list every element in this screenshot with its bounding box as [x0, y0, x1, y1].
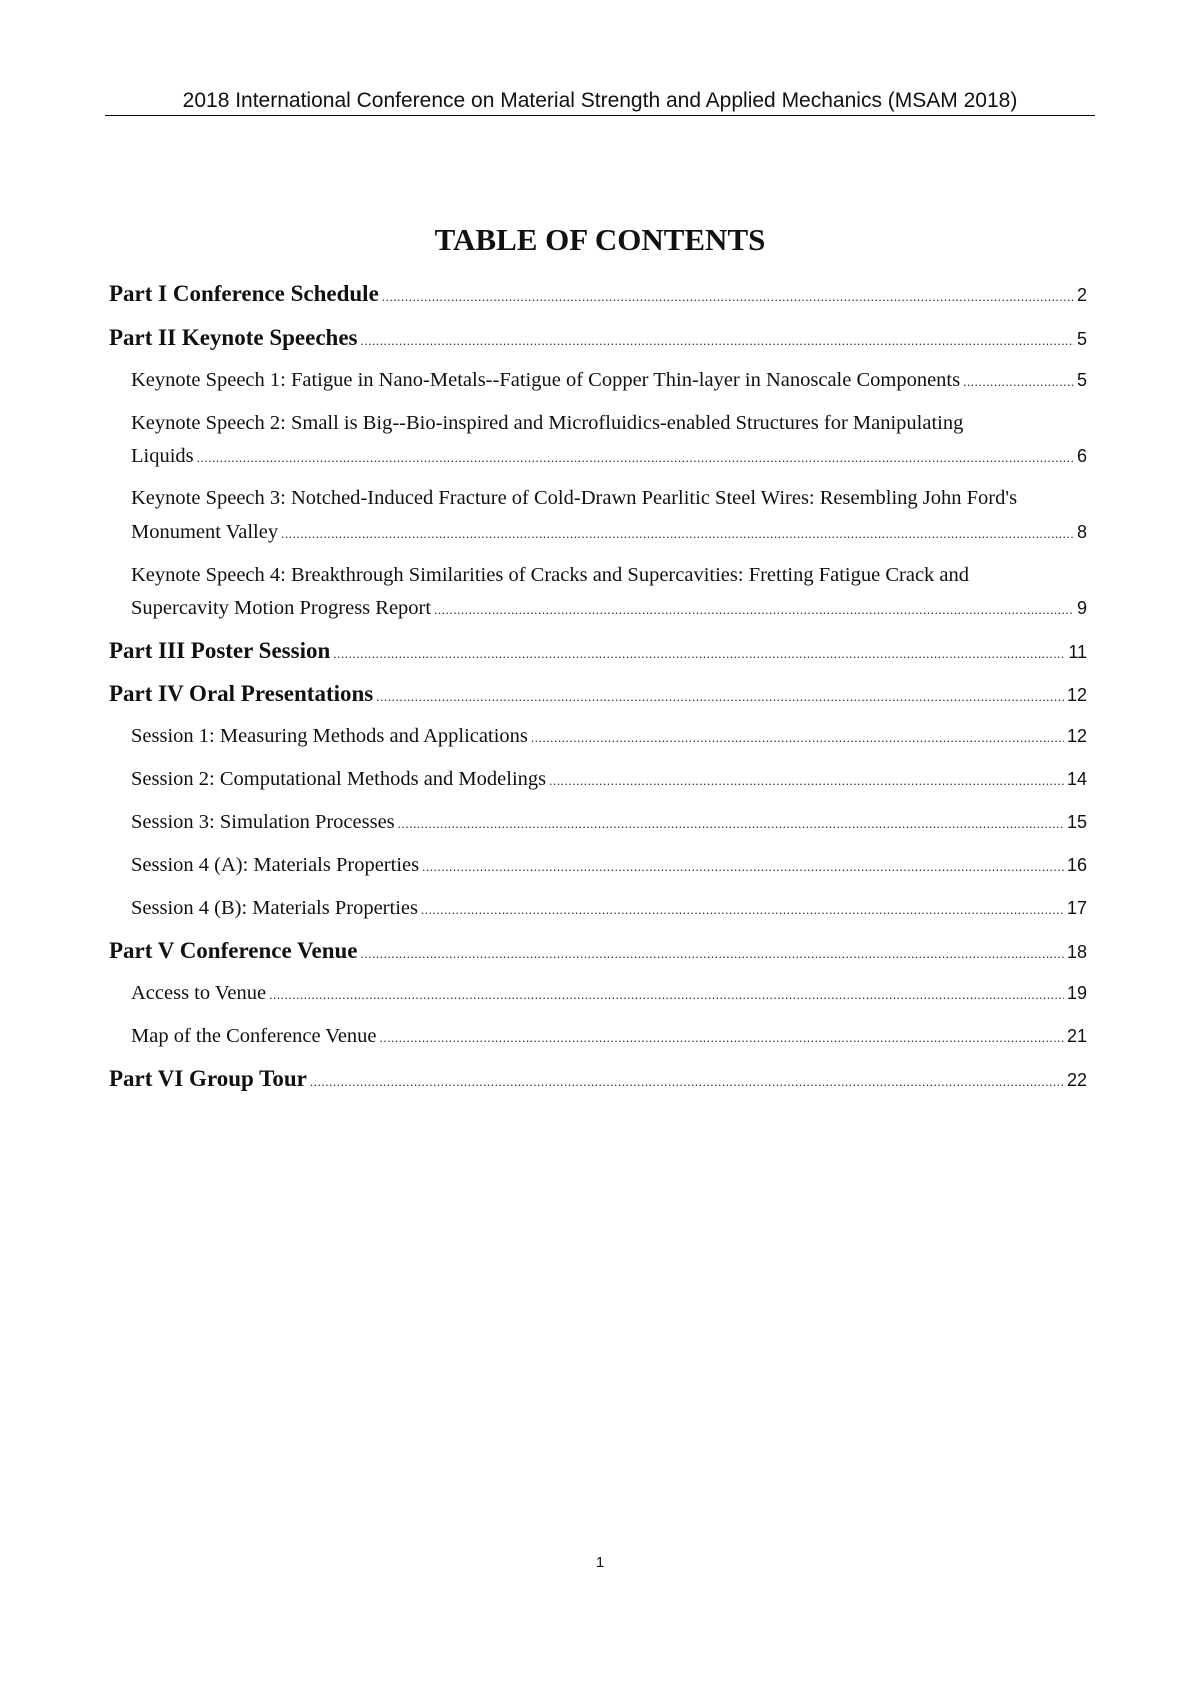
toc-entry-label: Session 4 (A): Materials Properties — [131, 854, 420, 876]
dot-leader — [422, 859, 1064, 875]
dot-leader — [382, 289, 1074, 305]
toc-entry-access-to-venue[interactable] — [131, 982, 1087, 1005]
toc-entry-keynote-1[interactable] — [131, 369, 1087, 392]
toc-page-number: 8 — [1076, 522, 1087, 542]
toc-page-number: 5 — [1076, 329, 1087, 349]
toc-page-number: 22 — [1066, 1070, 1087, 1090]
toc-entry-session-2[interactable] — [131, 768, 1087, 791]
dot-leader — [197, 450, 1074, 466]
toc-page-number: 16 — [1066, 855, 1087, 875]
dot-leader — [333, 646, 1065, 662]
dot-leader — [398, 816, 1064, 832]
toc-entry-venue-map[interactable] — [131, 1025, 1087, 1048]
toc-entry-keynote-2-line-1[interactable]: Keynote Speech 2: Small is Big--Bio-inspired and Microfluidics-enabled Structures for Manipulating — [131, 412, 964, 434]
toc-entry-label: Access to Venue — [131, 982, 267, 1004]
dot-leader — [549, 773, 1064, 789]
dot-leader — [269, 987, 1064, 1003]
toc-entry-label: Part II Keynote Speeches — [109, 325, 358, 350]
toc-entry-part-4[interactable] — [109, 681, 1087, 707]
dot-leader — [376, 689, 1064, 705]
toc-entry-keynote-3-line-1[interactable]: Keynote Speech 3: Notched-Induced Fracture of Cold-Drawn Pearlitic Steel Wires: Resembling John Ford's — [131, 487, 1018, 509]
toc-entry-label: Session 2: Computational Methods and Modelings — [131, 768, 547, 790]
toc-page-number: 9 — [1076, 598, 1087, 618]
toc-page-number: 15 — [1066, 812, 1087, 832]
toc-title: TABLE OF CONTENTS — [434, 222, 766, 257]
toc-entry-part-5[interactable] — [109, 938, 1087, 964]
dot-leader — [421, 902, 1064, 918]
toc-page-number: 12 — [1066, 726, 1087, 746]
toc-entry-session-4a[interactable] — [131, 854, 1087, 877]
dot-leader — [281, 526, 1074, 542]
toc-entry-label: Supercavity Motion Progress Report — [131, 597, 432, 619]
toc-page-number: 2 — [1076, 285, 1087, 305]
toc-page-number: 11 — [1068, 642, 1087, 662]
dot-leader — [963, 374, 1074, 390]
dot-leader — [361, 946, 1064, 962]
toc-entry-label: Liquids — [131, 445, 194, 467]
toc-page-number: 14 — [1066, 769, 1087, 789]
dot-leader — [380, 1030, 1064, 1046]
toc-entry-keynote-4[interactable] — [131, 597, 1087, 620]
toc-page-number: 18 — [1066, 942, 1087, 962]
toc-entry-label: Part IV Oral Presentations — [109, 681, 374, 706]
toc-page-number: 12 — [1066, 685, 1087, 705]
dot-leader — [361, 333, 1074, 349]
running-header: 2018 International Conference on Material Strength and Applied Mechanics (MSAM 2018) — [182, 89, 1018, 112]
toc-entry-label: Part V Conference Venue — [109, 938, 358, 963]
dot-leader — [434, 602, 1074, 618]
toc-page-number: 5 — [1076, 370, 1087, 390]
toc-page-number: 17 — [1066, 898, 1087, 918]
toc-entry-session-1[interactable] — [131, 725, 1087, 748]
toc-entry-label: Part III Poster Session — [109, 638, 331, 663]
toc-page-number: 19 — [1066, 983, 1087, 1003]
toc-page-number: 6 — [1076, 446, 1087, 466]
dot-leader — [310, 1074, 1064, 1090]
toc-entry-session-3[interactable] — [131, 811, 1087, 834]
toc-entry-label: Session 4 (B): Materials Properties — [131, 897, 418, 919]
toc-page-number: 21 — [1066, 1026, 1087, 1046]
toc-entry-part-1[interactable] — [109, 281, 1087, 307]
toc-entry-part-6[interactable] — [109, 1066, 1087, 1092]
toc-entry-session-4b[interactable] — [131, 897, 1087, 920]
toc-entry-part-2[interactable] — [109, 325, 1087, 351]
page-number: 1 — [595, 1554, 605, 1571]
toc-entry-keynote-2[interactable] — [131, 445, 1087, 468]
toc-entry-label: Session 1: Measuring Methods and Applications — [131, 725, 528, 747]
toc-entry-label: Part VI Group Tour — [109, 1066, 307, 1091]
toc-entry-label: Monument Valley — [131, 521, 279, 543]
toc-entry-keynote-3[interactable] — [131, 521, 1087, 544]
toc-entry-keynote-4-line-1[interactable]: Keynote Speech 4: Breakthrough Similarities of Cracks and Supercavities: Fretting Fatigue Crack and — [131, 564, 970, 586]
toc-entry-part-3[interactable] — [109, 638, 1087, 664]
toc-entry-label: Session 3: Simulation Processes — [131, 811, 395, 833]
toc-entry-label: Part I Conference Schedule — [109, 281, 379, 306]
toc-entry-label: Map of the Conference Venue — [131, 1025, 377, 1047]
toc-entry-label: Keynote Speech 1: Fatigue in Nano-Metals--Fatigue of Copper Thin-layer in Nanoscale Components — [131, 369, 961, 391]
dot-leader — [531, 730, 1064, 746]
